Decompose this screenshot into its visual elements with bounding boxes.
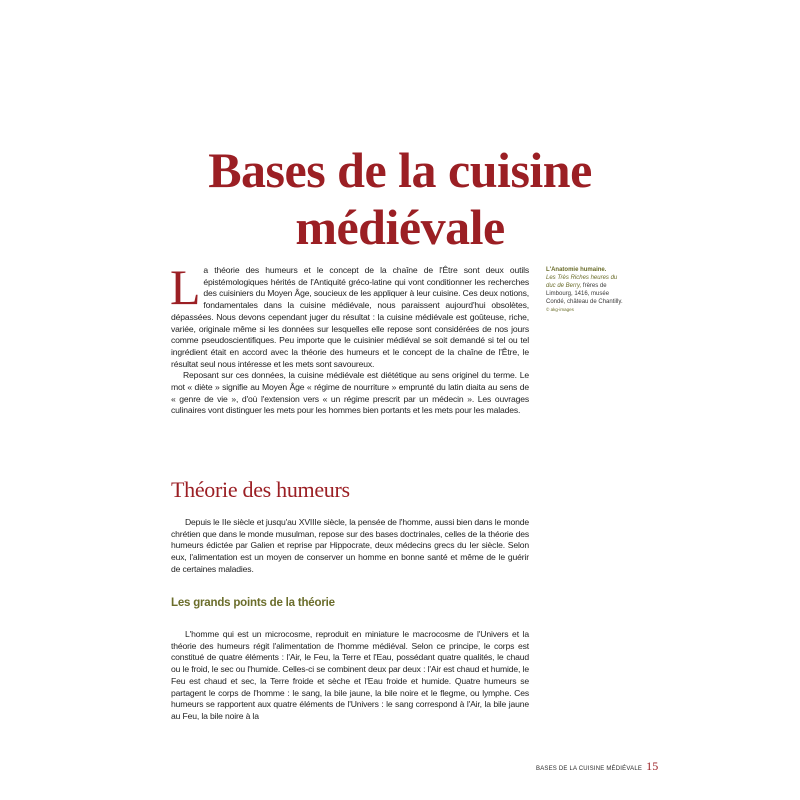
page-title xyxy=(150,142,650,256)
running-header: BASES DE LA CUISINE MÉDIÉVALE xyxy=(536,766,643,772)
page-title-line-2: médiévale xyxy=(295,198,505,255)
intro-paragraph-2: Reposant sur ces données, la cuisine médiévale est diététique au sens originel du terme. Le mot « diète » signifie au Moyen Âge « régime de nourriture » emprunté du latin diaita au sens de « genre de vie », d'où l'extension vers « un régime prescrit par un médecin ». Les ouvrages culinaires vont distinguer les mets pour les hommes bien portants et les mets pour les malades. xyxy=(171,370,529,416)
caption-credit: © akg-images xyxy=(546,307,574,312)
intro-paragraph-1-text: a théorie des humeurs et le concept de la chaîne de l'Être sont deux outils épistémologiques hérités de l'Antiquité gréco-latine qui vont conditionner les recherches des cuisiniers du Moyen Âge, soucieux de les appliquer à leur cuisine. Ces deux notions, fondamentales dans la cuisine médiévale, nous paraissent aujourd'hui obsolètes, dépassées. Nous devons cependant juger du résultat : la cuisine médiévale est goûteuse, riche, variée, originale même si les données sur lesquelles elle repose sont considérées de nos jours comme pseudoscientifiques. Peu importe que le cuisinier médiéval se soit demandé si tel ou tel ingrédient était en accord avec la théorie des humeurs et le concept de la chaîne de l'Être, le résultat seul nous intéresse et les mets sont savoureux. xyxy=(171,265,529,369)
page-title-line-1: Bases de la cuisine xyxy=(208,141,592,198)
section-body: Depuis le IIe siècle et jusqu'au XVIIIe siècle, la pensée de l'homme, aussi bien dans le monde chrétien que dans le monde musulman, repose sur des bases doctrinales, celles de la théorie des humeurs édictée par Galien et reprise par Hippocrate, deux médecins grecs du Ier siècle. Selon eux, l'alimentation est un moyen de conserver un homme en bonne santé et même de le guérir de certaines maladies. xyxy=(171,517,529,574)
caption-title: L'Anatomie humaine. xyxy=(546,267,607,273)
intro-paragraph-1 xyxy=(170,259,529,370)
drop-cap: L xyxy=(170,259,201,315)
intro-text xyxy=(170,259,529,417)
caption-text: frères de Limbourg, 1416, musée Condé, château de Chantilly. xyxy=(546,283,623,305)
page-footer xyxy=(536,759,659,774)
caption-body xyxy=(546,274,626,306)
section-heading: Théorie des humeurs xyxy=(171,477,350,502)
subsection-heading: Les grands points de la théorie xyxy=(171,597,335,609)
caption-italic: Les Très Riches heures du duc de Berry, xyxy=(546,275,618,289)
subsection-body: L'homme qui est un microcosme, reproduit en miniature le macrocosme de l'Univers et la théorie des humeurs régit l'alimentation de l'homme médiéval. Selon ce principe, le corps est constitué de quatre éléments : l'Air, le Feu, la Terre et l'Eau, possédant quatre qualités, le chaud ou le froid, le sec ou l'humide. Celles-ci se combinent deux par deux : l'Air est chaud et humide, le Feu est chaud et sec, la Terre froide et sèche et l'Eau froide et humide. Quatre humeurs se partagent le corps de l'homme : le sang, la bile jaune, la bile noire et le flegme, ou lymphe. Ces humeurs se rapportent aux quatre éléments de l'Univers : le sang correspond à l'Air, la bile jaune au Feu, la bile noire à la xyxy=(171,629,529,721)
page-number: 15 xyxy=(646,759,659,773)
image-caption xyxy=(546,266,626,314)
